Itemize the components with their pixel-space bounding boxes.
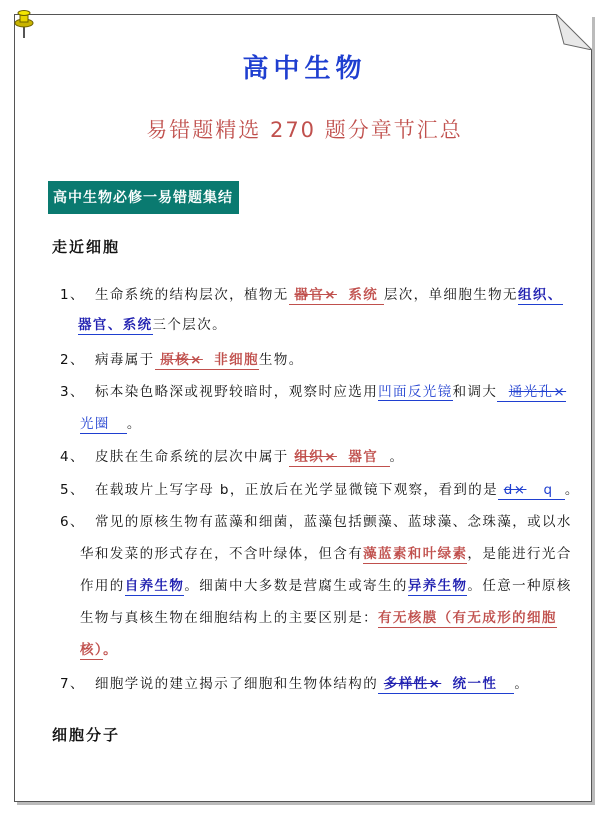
- correct-answer: 自养生物: [124, 578, 185, 594]
- section-heading-1: 走近细胞: [52, 238, 121, 256]
- page-curl-icon: [556, 14, 592, 50]
- question-1-cont: 器官、系统三个层次。: [78, 317, 227, 333]
- correct-answer: 有无核膜（有无成形的细胞: [378, 610, 557, 626]
- correct-answer: 藻蓝素和叶绿素: [363, 546, 468, 562]
- section-heading-2: 细胞分子: [52, 726, 121, 744]
- question-2: 2、 病毒属于 原核× 非细胞生物。: [60, 352, 304, 368]
- correct-answer: 异养生物: [407, 578, 468, 594]
- correct-answer: 系统: [348, 287, 379, 303]
- question-6-line-5: 核）。: [80, 642, 118, 658]
- question-4: 4、 皮肤在生命系统的层次中属于 组织× 器官 。: [60, 449, 405, 465]
- pushpin-icon: [10, 10, 40, 40]
- question-number: 1、: [60, 287, 85, 303]
- correct-answer: q: [543, 482, 554, 498]
- wrong-answer: 组织×: [294, 449, 337, 465]
- correct-answer: 凹面反光镜: [378, 384, 453, 400]
- question-5: 5、 在载玻片上写字母 b，正放后在光学显微镜下观察，看到的是 d× q 。: [60, 482, 580, 498]
- page-title: 高中生物: [242, 54, 367, 84]
- page-subtitle: 易错题精选 270 题分章节汇总: [146, 118, 463, 142]
- correct-answer: 器官: [348, 449, 379, 465]
- chapter-banner: 高中生物必修一易错题集结: [48, 181, 239, 214]
- question-3-cont: 光圈 。: [80, 416, 142, 432]
- question-1: 1、 生命系统的结构层次，植物无 器官× 系统 层次，单细胞生物无组织、: [60, 280, 563, 310]
- wrong-answer: 多样性×: [383, 676, 442, 692]
- question-6: 6、 常见的原核生物有蓝藻和细菌，蓝藻包括颤藻、蓝球藻、念珠藻，或以水: [60, 514, 572, 530]
- correct-answer: 器官、系统: [78, 317, 153, 333]
- correct-answer: 统一性: [452, 676, 498, 692]
- question-3: 3、 标本染色略深或视野较暗时，观察时应选用凹面反光镜和调大 通光孔×: [60, 384, 567, 400]
- correct-answer: 核）: [80, 642, 104, 658]
- correct-answer: 非细胞: [214, 352, 259, 368]
- wrong-answer: 器官×: [294, 287, 337, 303]
- question-6-line-4: 生物与真核生物在细胞结构上的主要区别是：有无核膜（有无成形的细胞: [80, 610, 557, 626]
- correct-answer: 光圈: [80, 416, 110, 432]
- wrong-answer: 通光孔×: [508, 384, 567, 400]
- correct-answer: 组织、: [517, 287, 563, 303]
- wrong-answer: 原核×: [160, 352, 203, 368]
- wrong-answer: d×: [503, 482, 527, 498]
- question-6-line-3: 作用的自养生物。细菌中大多数是营腐生或寄生的异养生物。任意一种原核: [80, 578, 572, 594]
- question-6-line-2: 华和发菜的形式存在，不含叶绿体，但含有藻蓝素和叶绿素，是能进行光合: [80, 546, 572, 562]
- question-7: 7、 细胞学说的建立揭示了细胞和生物体结构的 多样性× 统一性 。: [60, 676, 530, 692]
